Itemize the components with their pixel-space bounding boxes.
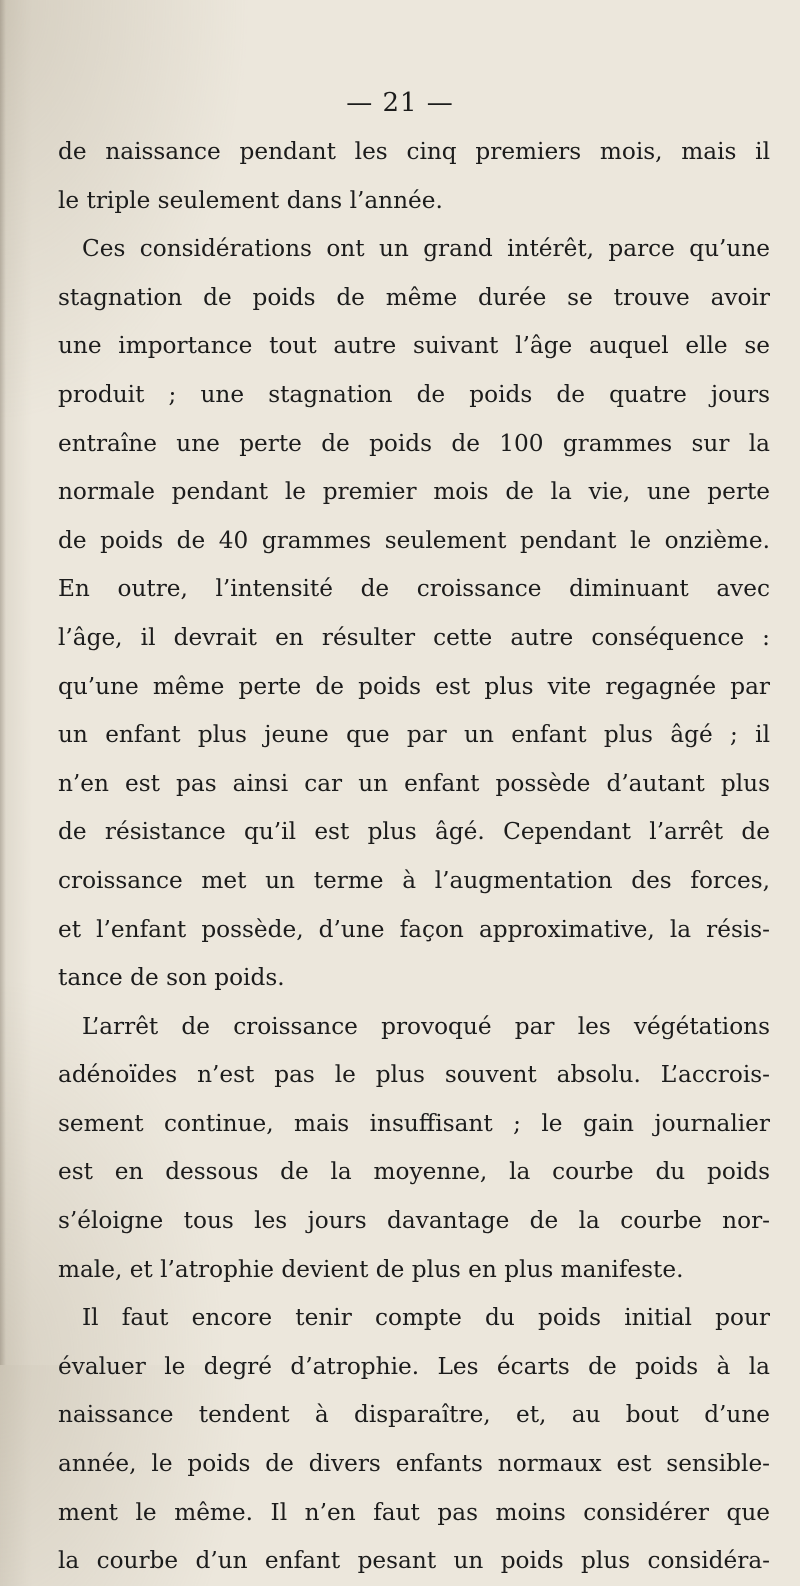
text-line: n’en est pas ainsi car un enfant possède d’autant plus	[58, 769, 770, 797]
body-text	[58, 128, 770, 1586]
text-line: s’éloigne tous les jours davantage de la courbe nor-	[58, 1207, 770, 1235]
text-line: de naissance pendant les cinq premiers mois, mais il	[58, 138, 770, 165]
text-line: normale pendant le premier mois de la vie, une perte	[58, 478, 770, 506]
text-line: sement continue, mais insuffisant ; le gain journalier	[58, 1109, 770, 1137]
text-line: croissance met un terme à l’augmentation des forces,	[58, 866, 770, 894]
text-line: évaluer le degré d’atrophie. Les écarts de poids à la	[58, 1352, 770, 1380]
text-line: entraîne une perte de poids de 100 grammes sur la	[58, 429, 770, 457]
page-number: — 21 —	[346, 88, 454, 118]
text-line: le triple seulement dans l’année.	[58, 186, 443, 214]
text-line: Il faut encore tenir compte du poids initial pour	[82, 1304, 770, 1332]
text-line: produit ; une stagnation de poids de quatre jours	[58, 380, 770, 408]
text-line: male, et l’atrophie devient de plus en plus manifeste.	[58, 1255, 684, 1283]
text-line: En outre, l’intensité de croissance diminuant avec	[58, 575, 770, 603]
text-line: qu’une même perte de poids est plus vite regagnée par	[58, 672, 770, 700]
text-line: de résistance qu’il est plus âgé. Cependant l’arrêt de	[58, 818, 770, 846]
text-line: de poids de 40 grammes seulement pendant le onzième.	[58, 526, 770, 554]
text-line: ment le même. Il n’en faut pas moins considérer que	[58, 1498, 770, 1526]
text-line: la courbe d’un enfant pesant un poids plus considéra-	[58, 1547, 770, 1575]
text-line: l’âge, il devrait en résulter cette autre conséquence :	[58, 623, 770, 651]
text-line: un enfant plus jeune que par un enfant plus âgé ; il	[58, 721, 770, 749]
binding-shadow	[0, 0, 6, 1365]
text-line: naissance tendent à disparaître, et, au bout d’une	[58, 1401, 770, 1429]
text-line: est en dessous de la moyenne, la courbe du poids	[58, 1158, 770, 1186]
text-line: stagnation de poids de même durée se trouve avoir	[58, 283, 770, 311]
text-line: L’arrêt de croissance provoqué par les végétations	[82, 1012, 770, 1040]
text-line: tance de son poids.	[58, 964, 285, 992]
text-line: Ces considérations ont un grand intérêt, parce qu’une	[82, 235, 770, 263]
text-line: adénoïdes n’est pas le plus souvent absolu. L’accrois-	[58, 1061, 770, 1089]
text-line: une importance tout autre suivant l’âge auquel elle se	[58, 332, 770, 360]
text-line: et l’enfant possède, d’une façon approximative, la résis-	[58, 915, 770, 943]
text-line: année, le poids de divers enfants normaux est sensible-	[58, 1450, 770, 1478]
